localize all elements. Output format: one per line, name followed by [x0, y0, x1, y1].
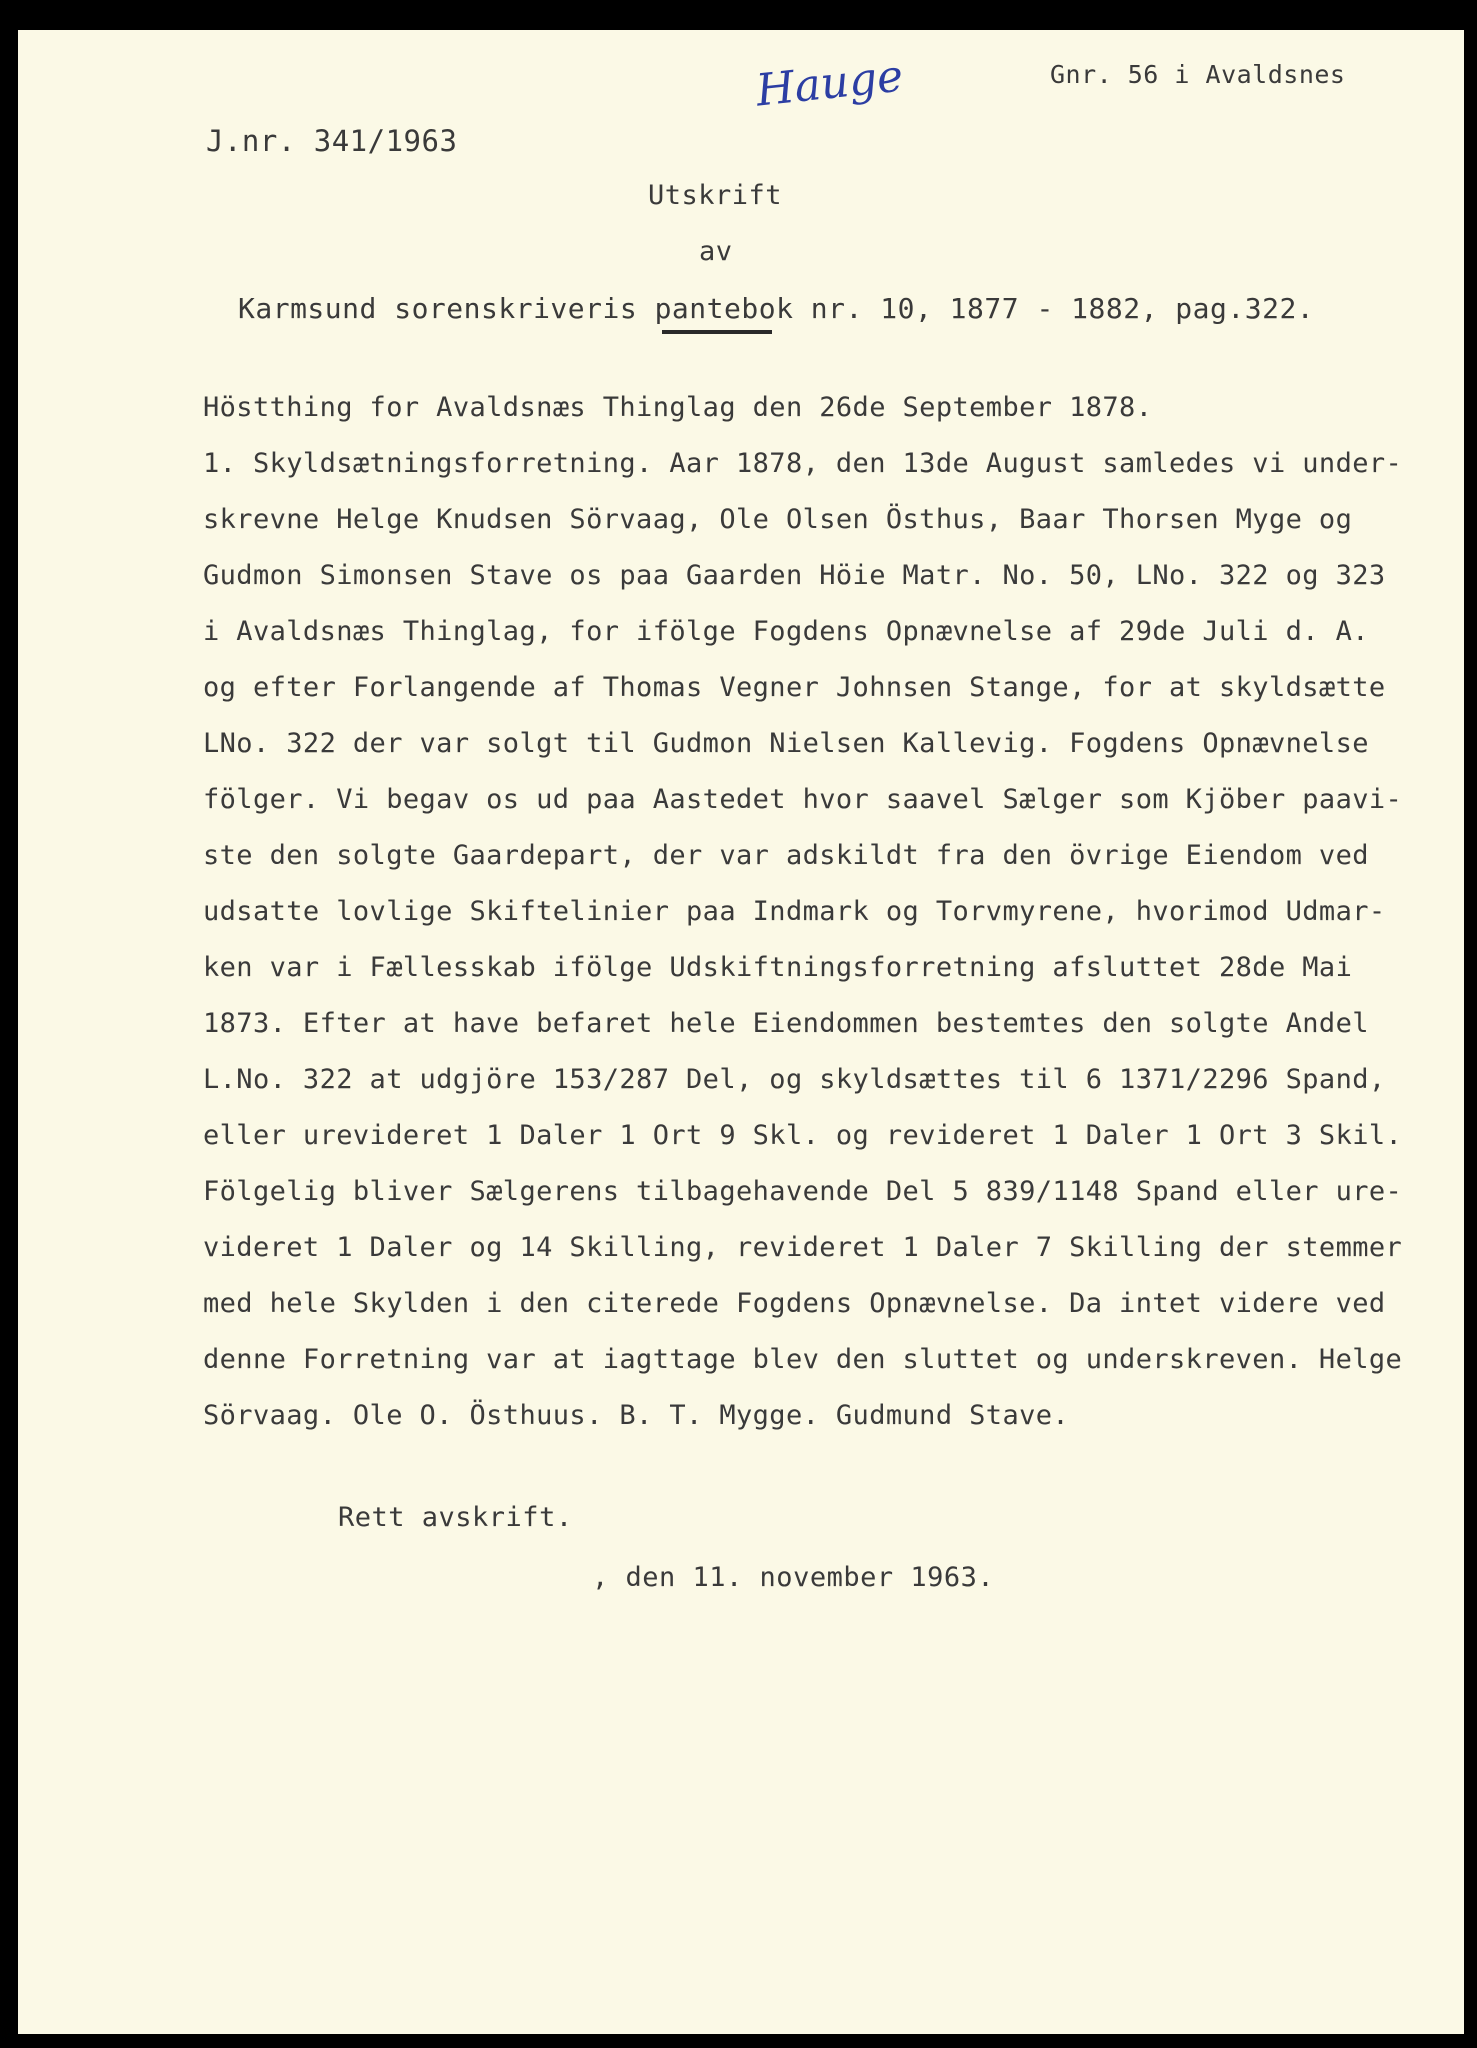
body-line: ste den solgte Gaardepart, der var adskildt fra den övrige Eiendom ved	[203, 840, 1369, 871]
body-line: denne Forretning var at iagttage blev den sluttet og underskreven. Helge	[203, 1344, 1403, 1375]
body-line: ken var i Fællesskab ifölge Udskiftningsforretning afsluttet 28de Mai	[203, 952, 1353, 983]
body-line: fölger. Vi begav os ud paa Aastedet hvor saavel Sælger som Kjöber paavi-	[203, 784, 1403, 815]
body-line: Sörvaag. Ole O. Östhuus. B. T. Mygge. Gudmund Stave.	[203, 1400, 1070, 1431]
title-underline	[662, 330, 772, 334]
rett-avskrift: Rett avskrift.	[338, 1502, 573, 1533]
body-line: Höstthing for Avaldsnæs Thinglag den 26de September 1878.	[203, 392, 1153, 423]
body-line: med hele Skylden i den citerede Fogdens Opnævnelse. Da intet videre ved	[203, 1288, 1386, 1319]
body-line: videret 1 Daler og 14 Skilling, revideret 1 Daler 7 Skilling der stemmer	[203, 1232, 1403, 1263]
signature-date: , den 11. november 1963.	[592, 1562, 995, 1593]
journal-number: J.nr. 341/1963	[206, 124, 458, 158]
body-line: udsatte lovlige Skiftelinier paa Indmark og Torvmyrene, hvorimod Udmar-	[203, 896, 1386, 927]
gnr-reference: Gnr. 56 i Avaldsnes	[1050, 60, 1346, 89]
body-line: Gudmon Simonsen Stave os paa Gaarden Höie Matr. No. 50, LNo. 322 og 323	[203, 560, 1386, 591]
title-source: Karmsund sorenskriveris pantebok nr. 10, 1877 - 1882, pag.322.	[238, 292, 1315, 325]
body-line: skrevne Helge Knudsen Sörvaag, Ole Olsen Östhus, Baar Thorsen Myge og	[203, 504, 1353, 535]
body-line: i Avaldsnæs Thinglag, for ifölge Fogdens Opnævnelse af 29de Juli d. A.	[203, 616, 1369, 647]
body-line: 1. Skyldsætningsforretning. Aar 1878, den 13de August samledes vi under-	[203, 448, 1403, 479]
document-page	[18, 30, 1464, 2034]
handwritten-name: Hauge	[753, 50, 906, 117]
body-line: LNo. 322 der var solgt til Gudmon Nielsen Kallevig. Fogdens Opnævnelse	[203, 728, 1369, 759]
body-line: eller urevideret 1 Daler 1 Ort 9 Skl. og revideret 1 Daler 1 Ort 3 Skil.	[203, 1120, 1403, 1151]
title-av: av	[699, 236, 733, 267]
title-utskrift: Utskrift	[648, 180, 783, 211]
body-line: L.No. 322 at udgjöre 153/287 Del, og skyldsættes til 6 1371/2296 Spand,	[203, 1064, 1386, 1095]
body-line: Fölgelig bliver Sælgerens tilbagehavende Del 5 839/1148 Spand eller ure-	[203, 1176, 1403, 1207]
body-line: 1873. Efter at have befaret hele Eiendommen bestemtes den solgte Andel	[203, 1008, 1369, 1039]
body-line: og efter Forlangende af Thomas Vegner Johnsen Stange, for at skyldsætte	[203, 672, 1386, 703]
